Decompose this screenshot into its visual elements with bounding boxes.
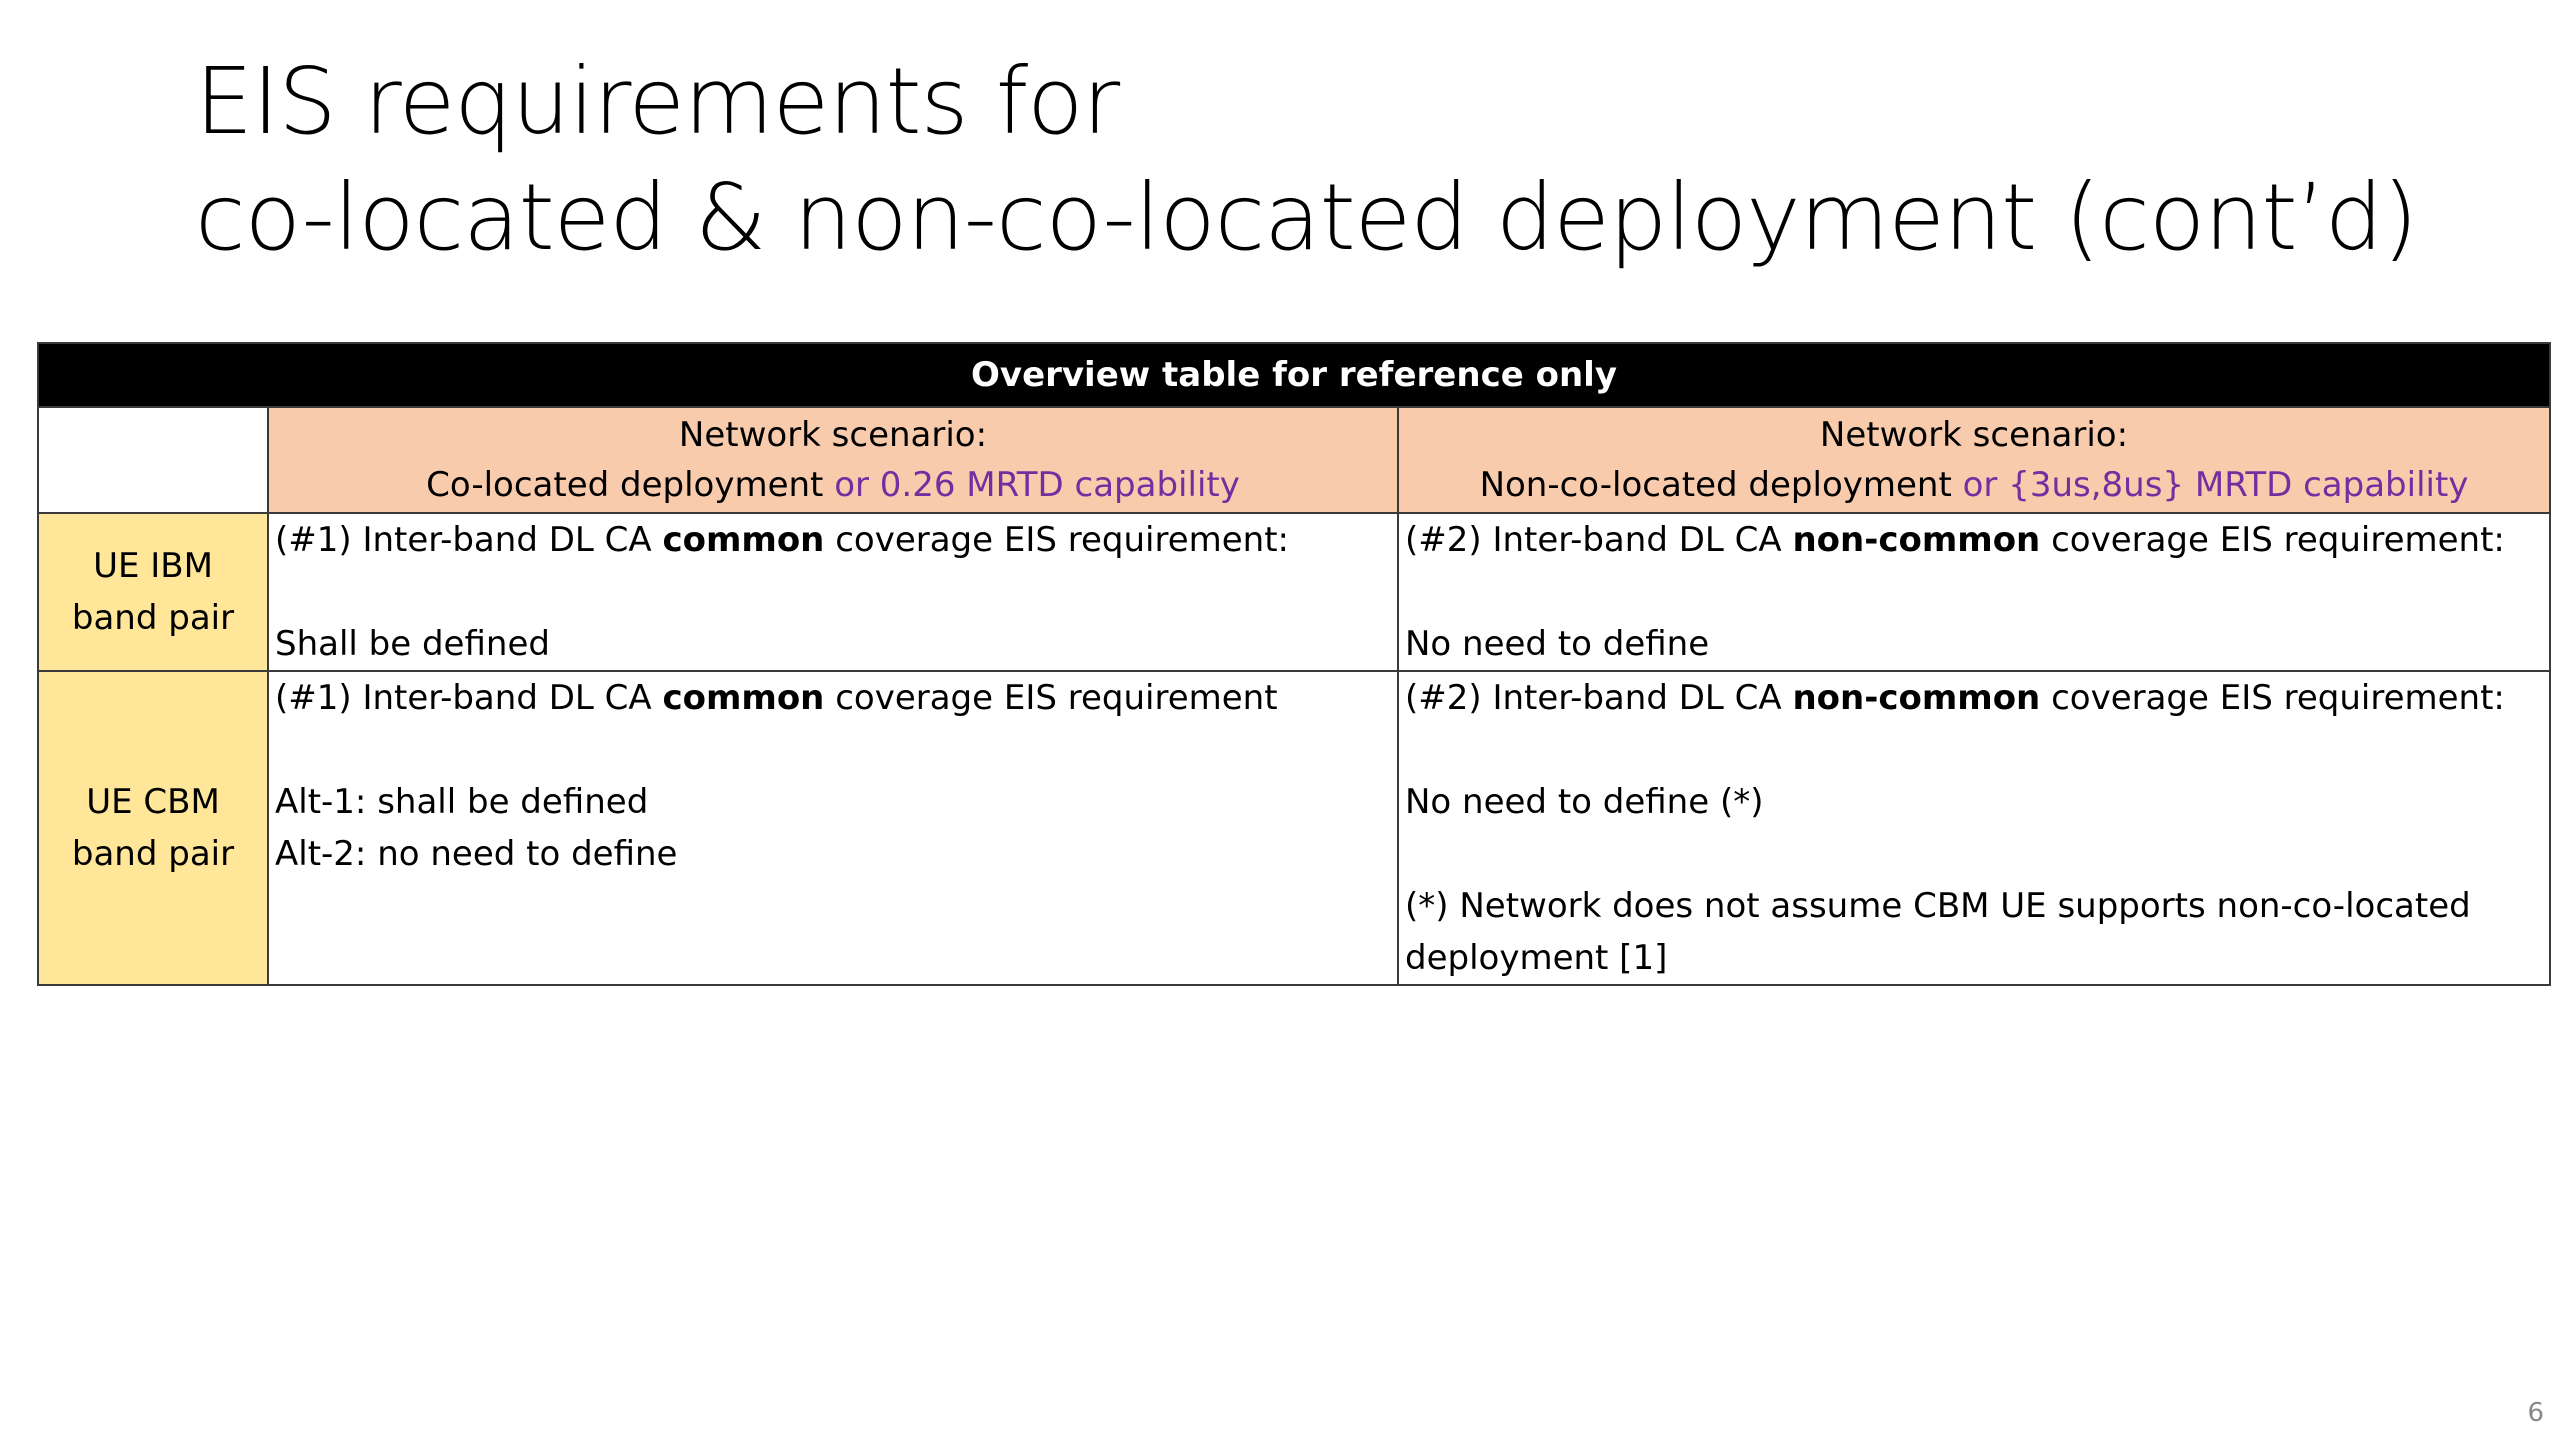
cell-cbm-non-co-located-value: No need to define (*) [1405, 782, 1764, 822]
cell-ibm-non-co-located-value: No need to define [1405, 624, 1710, 664]
cell-cbm-non-co-located-note: (*) Network does not assume CBM UE supports non-co-located deployment [1] [1405, 886, 2471, 978]
cell-cbm-co-located-alt2: Alt-2: no need to define [275, 834, 678, 874]
cell-spacer [275, 724, 1391, 776]
table-row-ue-ibm [38, 513, 2550, 671]
cell-ibm-non-co-located-heading [1405, 514, 2543, 566]
cell-ibm-co-located [268, 513, 1398, 671]
cell-cbm-non-co-located-heading [1405, 672, 2543, 724]
row-label-ue-cbm-line2: band pair [71, 834, 235, 874]
row-label-ue-ibm-line1: UE IBM [93, 546, 213, 586]
cell-spacer [275, 566, 1391, 618]
cell-spacer [1405, 828, 2543, 880]
cell-text: coverage EIS requirement: [824, 520, 1290, 560]
slide-title-line-1: EIS requirements for [195, 48, 1120, 155]
cell-text: (#1) Inter-band DL CA [275, 678, 663, 718]
cell-text: coverage EIS requirement: [2040, 520, 2505, 560]
column-header-non-co-located-line1: Network scenario: [1819, 415, 2129, 455]
cell-cbm-co-located-alt1: Alt-1: shall be defined [275, 782, 649, 822]
table-corner-cell [38, 407, 268, 513]
column-header-co-located-line1: Network scenario: [678, 415, 988, 455]
cell-cbm-non-co-located [1398, 671, 2550, 985]
row-label-ue-ibm [38, 513, 268, 671]
column-header-non-co-located-line2 [1405, 460, 2543, 510]
column-header-non-co-located-capability: or {3us,8us} MRTD capability [1962, 465, 2469, 505]
overview-table [37, 342, 2551, 986]
cell-bold-text: common [662, 678, 825, 718]
column-header-co-located-line2 [275, 460, 1391, 510]
slide-title [195, 44, 2417, 276]
cell-text: coverage EIS requirement [824, 678, 1278, 718]
cell-bold-text: non-common [1792, 678, 2041, 718]
cell-bold-text: non-common [1792, 520, 2041, 560]
cell-cbm-co-located-heading [275, 672, 1391, 724]
cell-spacer [1405, 566, 2543, 618]
column-header-non-co-located-main: Non-co-located deployment [1479, 465, 1963, 505]
cell-text: (#2) Inter-band DL CA [1405, 520, 1793, 560]
cell-ibm-co-located-value: Shall be defined [275, 624, 550, 664]
row-label-ue-cbm-line1: UE CBM [86, 782, 220, 822]
column-header-co-located-capability: or 0.26 MRTD capability [834, 465, 1240, 505]
cell-bold-text: common [662, 520, 825, 560]
column-header-non-co-located [1398, 407, 2550, 513]
cell-cbm-co-located [268, 671, 1398, 985]
cell-spacer [1405, 724, 2543, 776]
slide-title-line-2: co-located & non-co-located deployment (cont’d) [195, 164, 2418, 271]
cell-text: (#1) Inter-band DL CA [275, 520, 663, 560]
column-header-co-located [268, 407, 1398, 513]
table-banner: Overview table for reference only [38, 343, 2550, 407]
column-header-co-located-main: Co-located deployment [426, 465, 835, 505]
row-label-ue-ibm-line2: band pair [71, 598, 235, 638]
cell-ibm-non-co-located [1398, 513, 2550, 671]
cell-text: coverage EIS requirement: [2040, 678, 2505, 718]
row-label-ue-cbm [38, 671, 268, 985]
cell-text: (#2) Inter-band DL CA [1405, 678, 1793, 718]
cell-ibm-co-located-heading [275, 514, 1391, 566]
page-number: 6 [2527, 1398, 2544, 1428]
table-row-ue-cbm [38, 671, 2550, 985]
